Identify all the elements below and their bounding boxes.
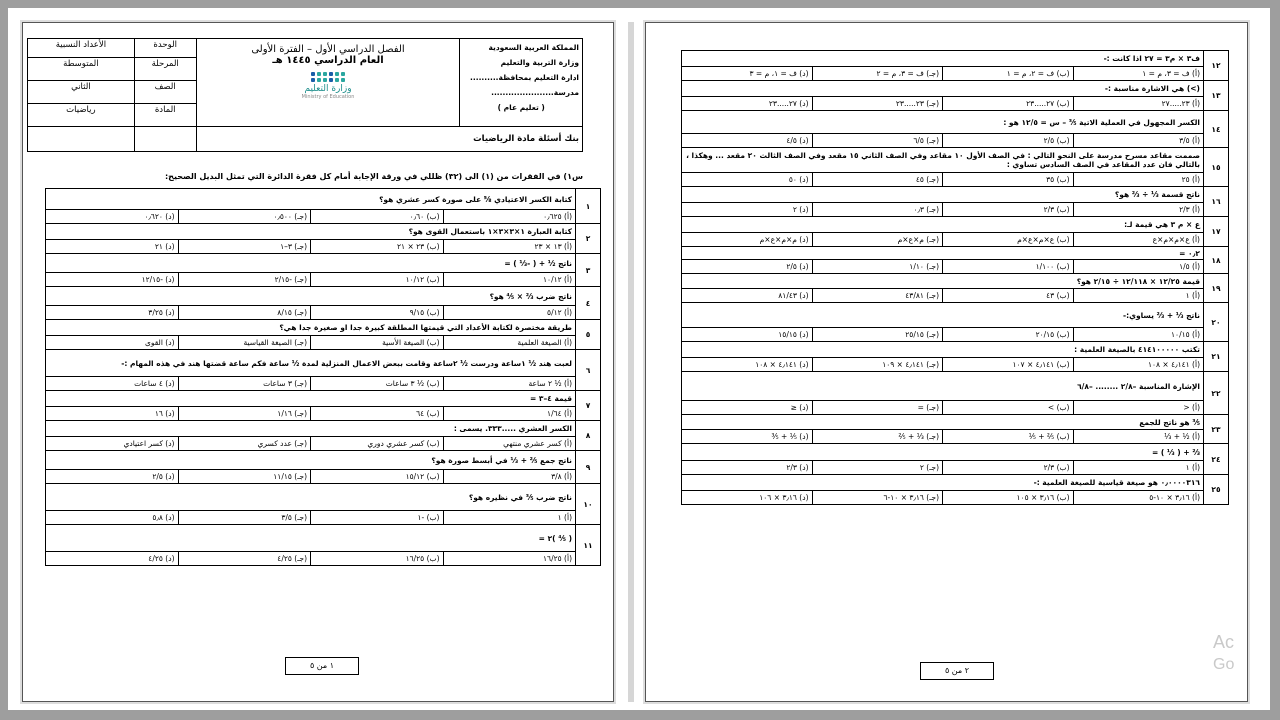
question-text: ٠٫٢ = — [682, 247, 1204, 260]
question-row — [682, 148, 1229, 173]
answer-option[interactable]: (د) ⅕ + ⅗ — [682, 430, 813, 444]
answer-option[interactable]: (ب) ٢٧.....٢٣ — [943, 97, 1074, 111]
answer-option[interactable]: (أ) ١ — [443, 511, 576, 525]
question-text: ناتج قسمة ⅓ ÷ ⅔ هو؟ — [682, 187, 1204, 203]
options-row — [682, 97, 1229, 111]
questions-table-page2 — [681, 50, 1229, 505]
answer-option[interactable]: (ب) -١ — [311, 511, 444, 525]
options-row — [46, 336, 601, 350]
answer-option[interactable]: (جـ) ٢ — [812, 461, 943, 475]
question-row — [46, 224, 601, 240]
question-text: تكتب ٤١٤١٠٠٠٠٠ بالصيغة العلمية : — [682, 342, 1204, 358]
answer-option[interactable]: (د) ٤ ساعات — [46, 377, 179, 391]
question-row — [46, 525, 601, 552]
answer-option[interactable]: (د) ١٦ — [46, 407, 179, 421]
question-text: (>) هي الاشارة مناسبة :- — [682, 81, 1204, 97]
header-value: الأعداد النسبية — [28, 39, 135, 58]
answer-option[interactable]: (ب) كسر عشري دوري — [311, 437, 444, 451]
answer-option[interactable]: (د) ف = ١، م = ٣ — [682, 67, 813, 81]
year-title: العام الدراسي ١٤٤٥ هـ — [272, 55, 384, 66]
question-number: ١٩ — [1204, 274, 1229, 303]
question-number: ١ — [576, 189, 601, 224]
answer-option[interactable]: (د) ٥٠ — [682, 173, 813, 187]
term-title: الفصل الدراسي الأول – الفترة الأولى — [251, 44, 405, 55]
answer-option[interactable]: (أ) ٢٣.....٢٧ — [1073, 97, 1204, 111]
question-row — [682, 187, 1229, 203]
answer-option[interactable]: (د) ٨١/٤٣ — [682, 289, 813, 303]
answer-option[interactable]: (د) ٢/٥ — [682, 260, 813, 274]
activation-watermark: Go — [1213, 656, 1235, 673]
options-row — [46, 377, 601, 391]
question-number: ٧ — [576, 391, 601, 421]
question-text: الكسر العشري .....٣٣٣. يسمى : — [46, 421, 576, 437]
options-row — [46, 407, 601, 421]
answer-option[interactable]: (أ) ف = ٣، م = ١ — [1073, 67, 1204, 81]
answer-option[interactable]: (أ) ٢٥ — [1073, 173, 1204, 187]
question-row — [46, 391, 601, 407]
question-row — [682, 303, 1229, 328]
question-number: ١٠ — [576, 484, 601, 525]
header-label: المادة — [134, 104, 196, 127]
question-row — [682, 111, 1229, 134]
answer-option[interactable]: (د) ٤/٥ — [682, 134, 813, 148]
answer-option[interactable]: (جـ) ⅓ + ⅖ — [812, 430, 943, 444]
question-row — [682, 342, 1229, 358]
answer-option[interactable]: (أ) ½ + ⅓ — [1073, 430, 1204, 444]
header-value: المتوسطة — [28, 58, 135, 81]
question-number: ٣ — [576, 254, 601, 287]
question-text: ⅔ + ( ⅓ ) = — [682, 444, 1204, 461]
question-number: ١٤ — [1204, 111, 1229, 148]
question-row — [682, 51, 1229, 67]
answer-option[interactable]: (جـ) ٣–١ — [178, 240, 311, 254]
options-row — [682, 358, 1229, 372]
question-number: ١٦ — [1204, 187, 1229, 217]
answer-option[interactable]: (د) ٤٫١٤١ × ١٠٨ — [682, 358, 813, 372]
options-row — [682, 461, 1229, 475]
question-number: ١٨ — [1204, 247, 1229, 274]
answer-option[interactable]: (جـ) ٢٣.....٢٣ — [812, 97, 943, 111]
question-row — [46, 421, 601, 437]
ministry-logo: وزارة التعليم Ministry of Education — [200, 72, 457, 100]
question-number: ٢٤ — [1204, 444, 1229, 475]
answer-option[interactable]: (ب) ع×م×ع×م — [943, 233, 1074, 247]
question-row — [682, 444, 1229, 461]
answer-option[interactable]: (جـ) ٣ ساعات — [178, 377, 311, 391]
answer-option[interactable]: (ب) ٢٣ × ٢١ — [311, 240, 444, 254]
answer-option[interactable]: (أ) ١٠/١٥ — [1073, 328, 1204, 342]
options-row — [46, 306, 601, 320]
question-text: صممت مقاعد مسرح مدرسة على النحو التالي : في الصف الأول ١٠ مقاعد وفي الصف الثاني ١٥ مقعد وفي الصف الثالث ٢٠ مقعد ... وهكذا ، بالتالي فان عدد المقاعد في الصف السادس تساوي : — [682, 148, 1204, 173]
page-number: ١ من ٥ — [285, 657, 359, 675]
questions-table-page1 — [45, 188, 601, 566]
question-number: ٢٣ — [1204, 415, 1229, 444]
answer-option[interactable]: (ب) ٠٫٦٠ — [311, 210, 444, 224]
options-row — [46, 552, 601, 566]
question-text: ناتج ضرب ⅗ في نظيره هو؟ — [46, 484, 576, 511]
question-number: ٥ — [576, 320, 601, 350]
answer-option[interactable]: (ب) ١/١٠٠ — [943, 260, 1074, 274]
question-row — [46, 254, 601, 273]
activation-watermark: Ac — [1213, 632, 1235, 652]
options-row — [46, 437, 601, 451]
answer-option[interactable]: (جـ) عدد كسري — [178, 437, 311, 451]
answer-option[interactable]: (جـ) ٤٫١٤١ × ١٠٩ — [812, 358, 943, 372]
question-text: قيمة ٤–٣ = — [46, 391, 576, 407]
options-row — [46, 273, 601, 287]
options-row — [682, 67, 1229, 81]
options-row — [682, 289, 1229, 303]
options-row — [682, 401, 1229, 415]
answer-option[interactable]: (أ) ٣/٨ — [443, 470, 576, 484]
question-text: ناتج جمع ⅖ + ⅓ في أبسط صورة هو؟ — [46, 451, 576, 470]
question-text: الإشارة المناسبة –٢/٨ ........ –٦/٨ — [682, 372, 1204, 401]
answer-option[interactable]: (ب) ٩/١٥ — [311, 306, 444, 320]
answer-option[interactable]: (جـ) ١/١٦ — [178, 407, 311, 421]
answer-option[interactable]: (د) ٢/٥ — [46, 470, 179, 484]
answer-option[interactable]: (د) كسر اعتيادي — [46, 437, 179, 451]
answer-option[interactable]: (جـ) ف = ٣، م = ٢ — [812, 67, 943, 81]
question-number: ٨ — [576, 421, 601, 451]
page-divider — [628, 22, 634, 702]
answer-option[interactable]: (جـ) الصيغة القياسية — [178, 336, 311, 350]
question-number: ٩ — [576, 451, 601, 484]
answer-option[interactable]: (جـ) ٨/١٥ — [178, 306, 311, 320]
answer-option[interactable]: (د) ٠٫٦٢٠ — [46, 210, 179, 224]
question-number: ٦ — [576, 350, 601, 391]
answer-option[interactable]: (أ) ٠٫٦٢٥ — [443, 210, 576, 224]
question-text: ⅗ هو ناتج للجمع — [682, 415, 1204, 430]
answer-option[interactable]: (جـ) ٦/٥ — [812, 134, 943, 148]
answer-option[interactable]: (أ) ٣٫١٦ × ١٠-٥ — [1073, 491, 1204, 505]
answer-option[interactable]: (ب) ٣٫١٦ × ١٠٥ — [943, 491, 1074, 505]
answer-option[interactable]: (د) ٢١ — [46, 240, 179, 254]
answer-option[interactable]: (ب) ٢/٣ — [943, 461, 1074, 475]
question-number: ١٣ — [1204, 81, 1229, 111]
answer-option[interactable]: (ب) ١٥/١٢ — [311, 470, 444, 484]
answer-option[interactable]: (ب) ٤٣ — [943, 289, 1074, 303]
answer-option[interactable]: (جـ) ٤/٢٥ — [178, 552, 311, 566]
answer-option[interactable]: (ب) ٢/٥ — [943, 134, 1074, 148]
answer-option[interactable]: (جـ) ٣/٥ — [178, 511, 311, 525]
question-text: ع × م ٣ هي قيمة لـ: — [682, 217, 1204, 233]
question-row — [682, 475, 1229, 491]
answer-option[interactable]: (ب) ٣٥ — [943, 173, 1074, 187]
answer-option[interactable]: (ب) الصيغة الأسية — [311, 336, 444, 350]
answer-option[interactable]: (د) ٢ — [682, 203, 813, 217]
question-row — [682, 81, 1229, 97]
header-center — [196, 39, 460, 127]
question-text: لعبت هند ½ ١ساعة ودرست ½ ٢ساعة وقامت ببعض الاعمال المنزلية لمدة ½ ساعة فكم ساعة قضتها هند في هذه المهام :- — [46, 350, 576, 377]
answer-option[interactable]: (أ) كسر عشري منتهي — [443, 437, 576, 451]
options-row — [682, 233, 1229, 247]
answer-option[interactable]: (جـ) ٢٥/١٥ — [812, 328, 943, 342]
answer-option[interactable]: (جـ) ٤٥ — [812, 173, 943, 187]
logo-dots-icon — [311, 72, 345, 82]
answer-option[interactable]: (د) ٢٧.....٢٣ — [682, 97, 813, 111]
answer-option[interactable]: (د) ٥٫٨ — [46, 511, 179, 525]
question-text: كتابة العبارة ١×٣×٣×١ باستعمال القوى هو؟ — [46, 224, 576, 240]
header-label: الصف — [134, 81, 196, 104]
options-row — [682, 134, 1229, 148]
answer-option[interactable]: (أ) ١ — [1073, 461, 1204, 475]
answer-option[interactable]: (د) ٣٫١٦ × ١٠٦ — [682, 491, 813, 505]
options-row — [682, 203, 1229, 217]
question-text: قيمة ١٢/٢٥ × ١٢/١١٨ ÷ ٢/١٥ هو؟ — [682, 274, 1204, 289]
header-value: رياضيات — [28, 104, 135, 127]
question-text: ف٣ × م٣ = ٢٧ اذا كانت :- — [682, 51, 1204, 67]
options-row — [46, 210, 601, 224]
question-text: ناتج ضرب ⅔ × ⅘ هو؟ — [46, 287, 576, 306]
question-row — [682, 217, 1229, 233]
question-text: ناتج ½ + ( -⅓ ) = — [46, 254, 576, 273]
question-row — [682, 415, 1229, 430]
question-row — [46, 484, 601, 511]
question-row — [46, 189, 601, 210]
answer-option[interactable]: (د) -١٢/١٥ — [46, 273, 179, 287]
answer-option[interactable]: (د) م×م×ع×م — [682, 233, 813, 247]
answer-option[interactable]: (أ) ١ — [1073, 289, 1204, 303]
question-row — [682, 372, 1229, 401]
answer-option[interactable]: (أ) الصيغة العلمية — [443, 336, 576, 350]
question-text: الكسر المجهول في العملية الاتية ⅗ – س = ١٢/٥ هو : — [682, 111, 1204, 134]
answer-option[interactable]: (أ) ١٦/٢٥ — [443, 552, 576, 566]
answer-option[interactable]: (أ) ع×م×م×ع — [1073, 233, 1204, 247]
answer-option[interactable]: (أ) ½ ٢ ساعة — [443, 377, 576, 391]
instructions: س١) في الفقرات من (١) الى (٣٢) ظللي في ورقة الإجابة أمام كل فقرة الدائرة التي تمثل البديل الصحيح: — [164, 172, 583, 181]
question-text: كتابة الكسر الاعتيادي ⅝ على صورة كسر عشري هو؟ — [46, 189, 576, 210]
answer-option[interactable]: (أ) ٣/٥ — [1073, 134, 1204, 148]
answer-option[interactable]: (ب) ٢/٣ — [943, 203, 1074, 217]
options-row — [46, 240, 601, 254]
answer-option[interactable]: (ب) ٦٤ — [311, 407, 444, 421]
answer-option[interactable]: (د) ٣/٢٥ — [46, 306, 179, 320]
bank-title: بنك أسئلة مادة الرياضيات — [196, 127, 582, 152]
answer-option[interactable]: (أ) ١٠/١٢ — [443, 273, 576, 287]
options-row — [46, 470, 601, 484]
options-row — [682, 491, 1229, 505]
answer-option[interactable]: (أ) ٥/١٢ — [443, 306, 576, 320]
question-number: ١٥ — [1204, 148, 1229, 187]
answer-option[interactable]: (أ) < — [1073, 401, 1204, 415]
question-number: ١١ — [576, 525, 601, 566]
question-row — [46, 320, 601, 336]
answer-option[interactable]: (د) ٤/٢٥ — [46, 552, 179, 566]
answer-option[interactable]: (جـ) ٤٣/٨١ — [812, 289, 943, 303]
question-number: ١٢ — [1204, 51, 1229, 81]
question-number: ٢١ — [1204, 342, 1229, 372]
options-row — [682, 173, 1229, 187]
header-label: الوحدة — [134, 39, 196, 58]
answer-option[interactable]: (د) ≤ — [682, 401, 813, 415]
answer-option[interactable]: (أ) ٤٫١٤١ × ١٠٨ — [1073, 358, 1204, 372]
answer-option[interactable]: (ب) ف = ٢، م = ١ — [943, 67, 1074, 81]
answer-option[interactable]: (جـ) ٠٫٥٠٠ — [178, 210, 311, 224]
header-label: المرحلة — [134, 58, 196, 81]
answer-option[interactable]: (ب) ⅖ + ⅕ — [943, 430, 1074, 444]
page-number: ٢ من ٥ — [920, 662, 994, 680]
options-row — [682, 328, 1229, 342]
answer-option[interactable]: (ب) ٤٫١٤١ × ١٠٧ — [943, 358, 1074, 372]
answer-option[interactable]: (أ) ١/٦٤ — [443, 407, 576, 421]
options-row — [682, 430, 1229, 444]
question-number: ٢٥ — [1204, 475, 1229, 505]
answer-option[interactable]: (أ) ١٣ × ٢٣ — [443, 240, 576, 254]
question-text: ناتج ⅓ + ⅔ يساوي:- — [682, 303, 1204, 328]
question-row — [682, 247, 1229, 260]
answer-option[interactable]: (جـ) ٣٫١٦ × ١٠-٦ — [812, 491, 943, 505]
answer-option[interactable]: (جـ) م×ع×م — [812, 233, 943, 247]
options-row — [682, 260, 1229, 274]
answer-option[interactable]: (أ) ٢/٣ — [1073, 203, 1204, 217]
question-row — [682, 274, 1229, 289]
options-row — [46, 511, 601, 525]
answer-option[interactable]: (د) القوى — [46, 336, 179, 350]
question-row — [46, 451, 601, 470]
answer-option[interactable]: (ب) ٢٠/١٥ — [943, 328, 1074, 342]
answer-option[interactable]: (جـ) ١١/١٥ — [178, 470, 311, 484]
answer-option[interactable]: (د) ٢/٣ — [682, 461, 813, 475]
question-number: ٢٠ — [1204, 303, 1229, 342]
header-right: المملكة العربية السعودية وزارة التربية والتعليم ادارة التعليم بمحافظة.......... مدرسة...................... ( تعليم عام ) — [460, 39, 583, 127]
question-text: طريقة مختصرة لكتابة الأعداد التي قيمتها المطلقة كبيرة جدا او صغيرة جدا هي؟ — [46, 320, 576, 336]
question-row — [46, 287, 601, 306]
answer-option[interactable]: (جـ) ١/١٠ — [812, 260, 943, 274]
answer-option[interactable]: (جـ) -٢/١٥ — [178, 273, 311, 287]
answer-option[interactable]: (جـ) = — [812, 401, 943, 415]
exam-header — [27, 38, 583, 152]
answer-option[interactable]: (جـ) ٠٫٣ — [812, 203, 943, 217]
question-number: ٢ — [576, 224, 601, 254]
answer-option[interactable]: (ب) > — [943, 401, 1074, 415]
answer-option[interactable]: (ب) ١٠/١٢ — [311, 273, 444, 287]
question-row — [46, 350, 601, 377]
question-number: ١٧ — [1204, 217, 1229, 247]
answer-option[interactable]: (د) ١٥/١٥ — [682, 328, 813, 342]
answer-option[interactable]: (ب) ١٦/٢٥ — [311, 552, 444, 566]
header-value: الثاني — [28, 81, 135, 104]
question-text: ( ⅘ )٢ = — [46, 525, 576, 552]
question-number: ٢٢ — [1204, 372, 1229, 415]
answer-option[interactable]: (ب) ½ ٣ ساعات — [311, 377, 444, 391]
question-text: ٠٫٠٠٠٠٣١٦ هو صيغة قياسية للصيغة العلمية :- — [682, 475, 1204, 491]
answer-option[interactable]: (أ) ١/٥ — [1073, 260, 1204, 274]
question-number: ٤ — [576, 287, 601, 320]
